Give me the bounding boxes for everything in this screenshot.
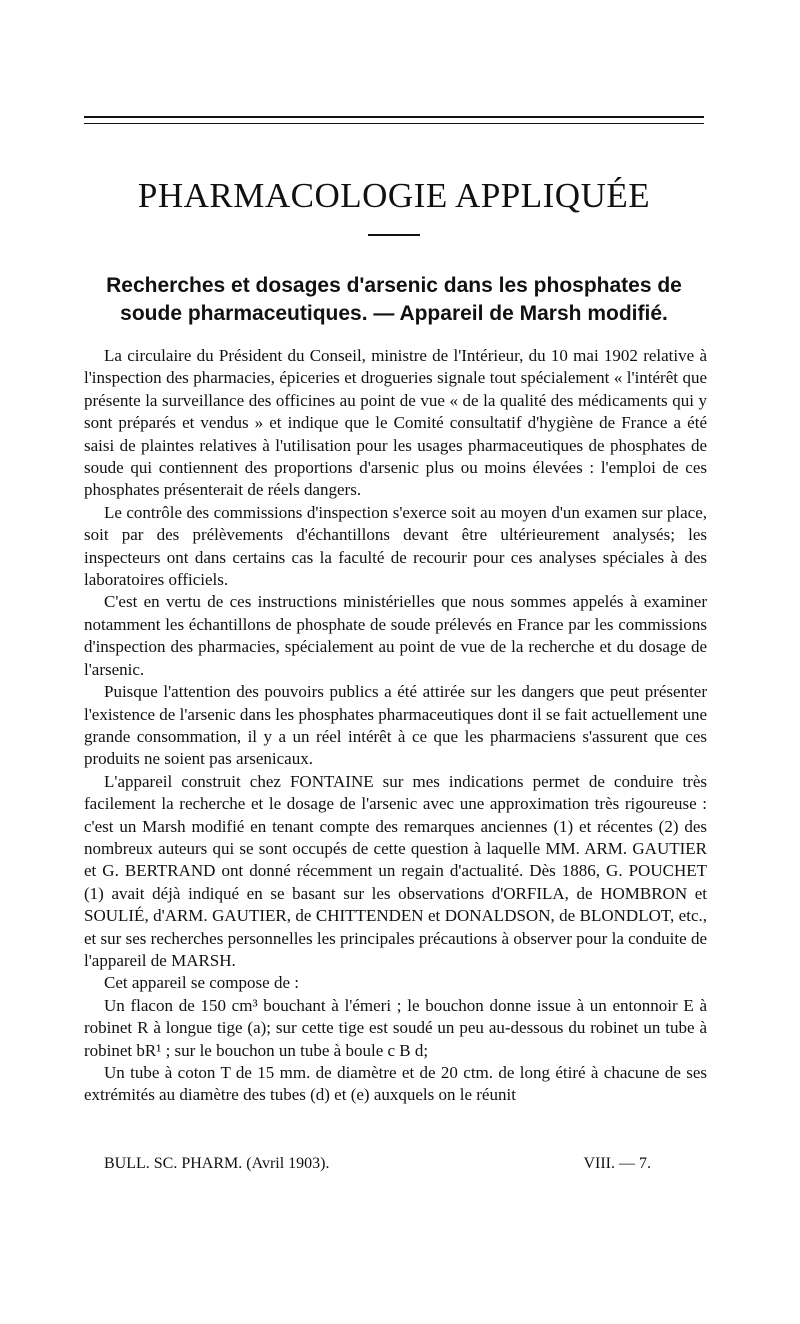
paragraph: L'appareil construit chez FONTAINE sur mes indications permet de conduire très facilement la recherche et le dosage de l'arsenic avec une approximation très rigoureuse : c'est un Marsh modifié en tenant compte des remarques anciennes (1) et récentes (2) des nombreux auteurs qui se sont occupés de cette question à laquelle MM. ARM. GAUTIER et G. BERTRAND ont donné récemment un regain d'actualité. Dès 1886, G. POUCHET (1) avait déjà indiqué en se basant sur les observations d'ORFILA, de HOMBRON et SOULIÉ, d'ARM. GAUTIER, de CHITTENDEN et DONALDSON, de BLONDLOT, etc., et sur ses recherches personnelles les principales précautions à observer pour la conduite de l'appareil de MARSH. <box>84 771 707 970</box>
section-title: PHARMACOLOGIE APPLIQUÉE <box>137 176 651 215</box>
paragraph: Un flacon de 150 cm³ bouchant à l'émeri ; le bouchon donne issue à un entonnoir E à robinet R à longue tige (a); sur cette tige est soudé un peu au-dessous du robinet un tube à robinet bR¹ ; sur le bouchon un tube à boule c B d; <box>84 995 707 1060</box>
footer-citation <box>104 1153 330 1175</box>
title-separator <box>368 234 420 236</box>
top-rule-thin <box>84 123 704 124</box>
footer-journal: BULL. SC. PHARM. <box>104 1155 243 1172</box>
paragraph: C'est en vertu de ces instructions ministérielles que nous sommes appelés à examiner notamment les échantillons de phosphate de soude prélevés en France par les commissions d'inspection des pharmacies, spécialement au point de vue de la recherche et du dosage de l'arsenic. <box>84 592 707 679</box>
paragraph: Le contrôle des commissions d'inspection s'exerce soit au moyen d'un examen sur place, soit par des prélèvements d'échantillons devant être ultérieurement analysés; les inspecteurs ont dans certains cas la faculté de recourir pour ces analyses spéciales à des laboratoires officiels. <box>84 502 707 590</box>
article-title: Recherches et dosages d'arsenic dans les phosphates de soude pharmaceutiques. — Appareil de Marsh modifié. <box>106 274 682 325</box>
footer-date: (Avril 1903). <box>246 1155 330 1172</box>
article-body <box>84 345 707 1107</box>
paragraph: Puisque l'attention des pouvoirs publics a été attirée sur les dangers que peut présenter l'existence de l'arsenic dans les phosphates pharmaceutiques dont il se fait actuellement une grande consommation, il y a un réel intérêt à ce que les pharmaciens s'assurent que ces produits ne soient pas arsenicaux. <box>84 682 707 769</box>
top-rule <box>84 116 704 118</box>
paragraph: Un tube à coton T de 15 mm. de diamètre et de 20 ctm. de long étiré à chacune de ses extrémités au diamètre des tubes (d) et (e) auxquels on le réunit <box>84 1063 707 1105</box>
paragraph: Cet appareil se compose de : <box>104 973 299 993</box>
paragraph: La circulaire du Président du Conseil, ministre de l'Intérieur, du 10 mai 1902 relative à l'inspection des pharmacies, épiceries et drogueries signale tout spécialement « l'intérêt que présente la surveillance des officines au point de vue « de la qualité des médicaments qui y sont préparés et vendus » et indique que le Comité consultatif d'hygiène de France a été saisi de plaintes relatives à l'utilisation pour les usages pharmaceutiques de phosphates de soude qui contiennent des proportions d'arsenic plus ou moins élevées : l'emploi de ces phosphates présenterait de réels dangers. <box>84 346 707 500</box>
footer-folio: VIII. — 7. <box>583 1155 651 1172</box>
